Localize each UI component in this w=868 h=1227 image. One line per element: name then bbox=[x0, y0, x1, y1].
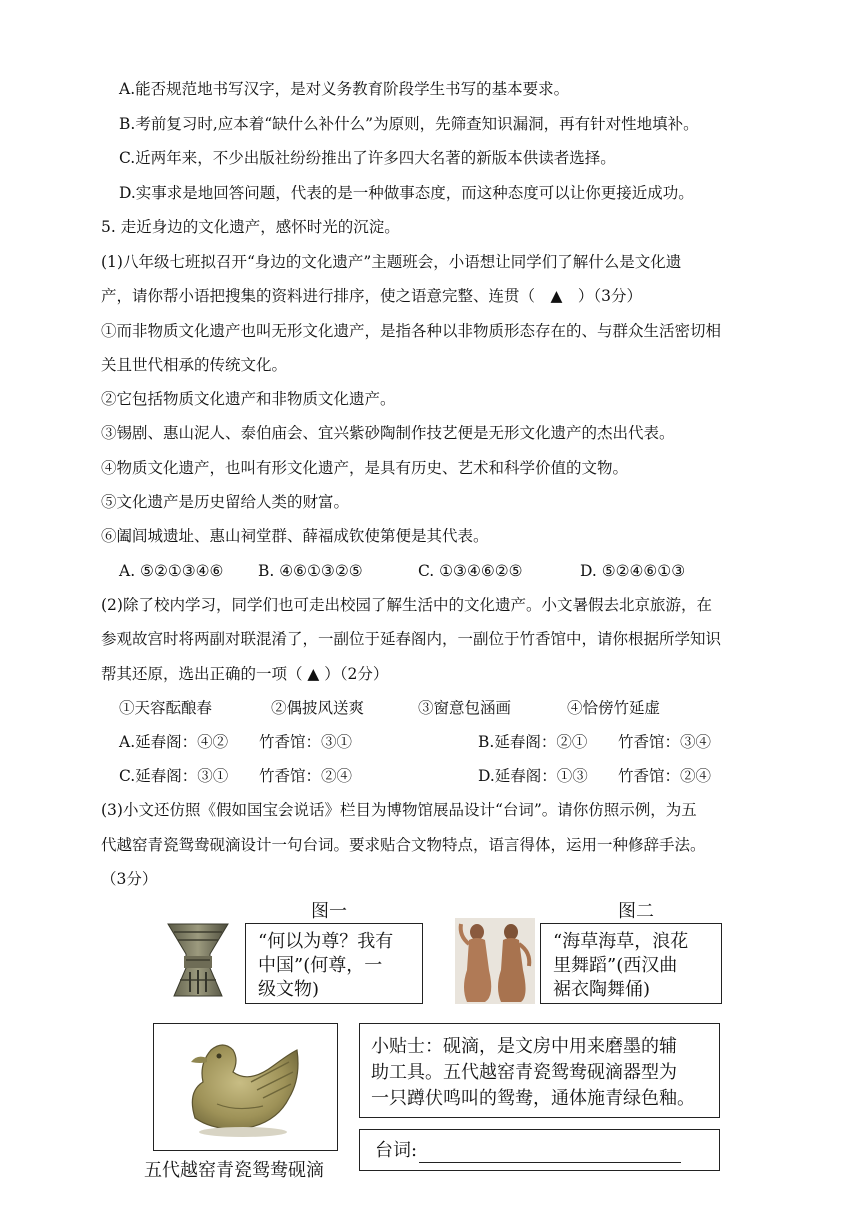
q5-p1-choice-d: D. ⑤②④⑥①③ bbox=[580, 562, 686, 580]
tip-text-1: 小贴士：砚滴，是文房中用来磨墨的辅 bbox=[371, 1036, 677, 1057]
fig2-text-1: “海草海草，浪花 bbox=[553, 931, 689, 952]
q5-p2-choice-b-b: 竹香馆：③④ bbox=[618, 733, 712, 751]
artifact-caption: 五代越窑青瓷鸳鸯砚滴 bbox=[144, 1160, 324, 1181]
tip-text-3: 一只蹲伏鸣叫的鸳鸯，通体施青绿色釉。 bbox=[371, 1088, 695, 1109]
q5-p3-stem-1: (3)小文还仿照《假如国宝会说话》栏目为博物馆展品设计“台词”。请你仿照示例，为五 bbox=[101, 801, 697, 819]
option-a: A.能否规范地书写汉字，是对义务教育阶段学生书写的基本要求。 bbox=[119, 80, 570, 98]
q5-p2-choice-a-b: 竹香馆：③① bbox=[259, 733, 353, 751]
q5-p3-stem-2: 代越窑青瓷鸳鸯砚滴设计一句台词。要求贴合文物特点，语言得体，运用一种修辞手法。 bbox=[101, 836, 706, 854]
answer-row bbox=[375, 1139, 681, 1163]
couplet-4: ④恰傍竹延虚 bbox=[567, 699, 661, 717]
couplet-1: ①天容酝酿春 bbox=[119, 699, 213, 717]
couplet-3: ③窗意包涵画 bbox=[418, 699, 512, 717]
q5-p1-item-4: ④物质文化遗产，也叫有形文化遗产，是具有历史、艺术和科学价值的文物。 bbox=[101, 459, 629, 477]
answer-label: 台词: bbox=[375, 1140, 418, 1161]
q5-p1-item-6: ⑥阖闾城遗址、惠山祠堂群、薛福成钦使第便是其代表。 bbox=[101, 527, 489, 545]
q5-p1-stem-2: 产，请你帮小语把搜集的资料进行排序，使之语意完整、连贯（ ▲ ）（3分） bbox=[101, 287, 643, 305]
answer-blank-line[interactable] bbox=[419, 1144, 681, 1163]
q5-p2-choice-d-b: 竹香馆：②④ bbox=[618, 767, 712, 785]
fig1-text-2: 中国”(何尊，一 bbox=[258, 955, 383, 976]
q5-p1-choice-a: A. ⑤②①③④⑥ bbox=[119, 562, 224, 580]
q5-p2-choice-c-b: 竹香馆：②④ bbox=[259, 767, 353, 785]
q5-p2-choice-a: A.延春阁：④② bbox=[119, 733, 229, 751]
q5-p3-stem-3: （3分） bbox=[101, 870, 158, 888]
q5-p2-choice-b: B.延春阁：②① bbox=[478, 733, 588, 751]
q5-p2-stem-3: 帮其还原，选出正确的一项（ ▲ ）（2分） bbox=[101, 665, 389, 683]
q5-p1-stem-1: (1)八年级七班拟召开“身边的文化遗产”主题班会，小语想让同学们了解什么是文化遗 bbox=[101, 253, 682, 271]
fig2-text-2: 里舞蹈”(西汉曲 bbox=[553, 955, 678, 976]
q5-title: 5. 走近身边的文化遗产，感怀时光的沉淀。 bbox=[101, 218, 400, 236]
q5-p2-choice-c: C.延春阁：③① bbox=[119, 767, 229, 785]
q5-p1-choice-b: B. ④⑥①③②⑤ bbox=[258, 562, 363, 580]
q5-p1-item-2: ②它包括物质文化遗产和非物质文化遗产。 bbox=[101, 390, 396, 408]
fig1-text-3: 级文物) bbox=[258, 979, 320, 1000]
option-d: D.实事求是地回答问题，代表的是一种做事态度，而这种态度可以让你更接近成功。 bbox=[119, 184, 694, 202]
dancing-figurine-image bbox=[455, 918, 535, 1004]
couplet-2: ②偶披风送爽 bbox=[271, 699, 365, 717]
q5-p1-item-5: ⑤文化遗产是历史留给人类的财富。 bbox=[101, 493, 350, 511]
q5-p1-item-3: ③锡剧、惠山泥人、泰伯庙会、宜兴紫砂陶制作技艺便是无形文化遗产的杰出代表。 bbox=[101, 424, 675, 442]
q5-p2-stem-2: 参观故宫时将两副对联混淆了，一副位于延春阁内，一副位于竹香馆中，请你根据所学知识 bbox=[101, 630, 722, 648]
tip-text-2: 助工具。五代越窑青瓷鸳鸯砚滴器型为 bbox=[371, 1062, 677, 1083]
fig1-label: 图一 bbox=[311, 901, 347, 922]
q5-p1-item-1-cont: 关且世代相承的传统文化。 bbox=[101, 356, 288, 374]
q5-p2-choice-d: D.延春阁：①③ bbox=[478, 767, 588, 785]
option-b: B.考前复习时,应本着“缺什么补什么”为原则，先筛查知识漏洞，再有针对性地填补。 bbox=[119, 115, 699, 133]
q5-p2-stem-1: (2)除了校内学习，同学们也可走出校园了解生活中的文化遗产。小文暑假去北京旅游，在 bbox=[101, 596, 712, 614]
fig1-text-1: “何以为尊？我有 bbox=[258, 931, 394, 952]
option-c: C.近两年来，不少出版社纷纷推出了许多四大名著的新版本供读者选择。 bbox=[119, 149, 616, 167]
q5-p1-item-1: ①而非物质文化遗产也叫无形文化遗产，是指各种以非物质形态存在的、与群众生活密切相 bbox=[101, 322, 722, 340]
fig2-text-3: 裾衣陶舞俑) bbox=[553, 979, 651, 1000]
fig2-label: 图二 bbox=[618, 901, 654, 922]
he-zun-bronze-image bbox=[164, 920, 232, 1002]
celadon-duck-water-dropper-image bbox=[177, 1032, 312, 1142]
q5-p1-choice-c: C. ①③④⑥②⑤ bbox=[418, 562, 523, 580]
